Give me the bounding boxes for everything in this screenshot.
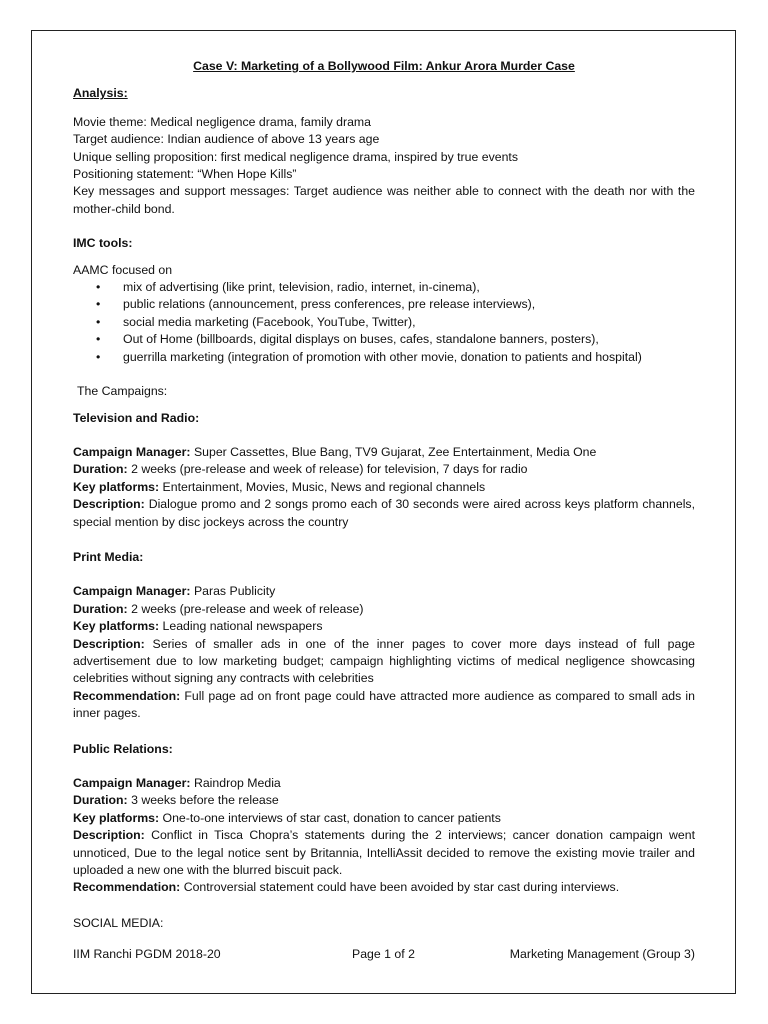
tv-radio-manager bbox=[73, 444, 695, 461]
field-value: One-to-one interviews of star cast, donation to cancer patients bbox=[162, 810, 501, 825]
tv-radio-description bbox=[73, 496, 695, 531]
footer-institution: IIM Ranchi PGDM 2018-20 bbox=[73, 947, 221, 961]
list-item: • guerrilla marketing (integration of promotion with other movie, donation to patients and hospital) bbox=[73, 349, 695, 366]
field-label: Description: bbox=[73, 636, 145, 651]
imc-tools-list bbox=[73, 279, 695, 366]
print-section bbox=[73, 583, 695, 722]
footer-page-number: Page 1 of 2 bbox=[352, 947, 415, 961]
print-duration bbox=[73, 601, 695, 618]
analysis-line-usp: Unique selling proposition: first medical negligence drama, inspired by true events bbox=[73, 149, 518, 164]
list-item: • public relations (announcement, press conferences, pre release interviews), bbox=[73, 296, 695, 313]
field-label: Campaign Manager: bbox=[73, 584, 191, 599]
footer-course: Marketing Management (Group 3) bbox=[509, 947, 695, 961]
social-media-heading: SOCIAL MEDIA: bbox=[73, 915, 164, 930]
field-label: Duration: bbox=[73, 601, 128, 616]
field-value: Entertainment, Movies, Music, News and regional channels bbox=[162, 479, 486, 494]
pr-description bbox=[73, 827, 695, 879]
list-item: • mix of advertising (like print, television, radio, internet, in-cinema), bbox=[73, 279, 695, 296]
analysis-line-key-messages: Key messages and support messages: Target audience was neither able to connect with the death nor with the mother-child bond. bbox=[73, 184, 695, 216]
field-label: Duration: bbox=[73, 793, 128, 808]
print-platforms bbox=[73, 618, 695, 635]
tv-radio-section bbox=[73, 444, 695, 531]
document-body bbox=[73, 58, 695, 932]
imc-intro: AAMC focused on bbox=[73, 262, 173, 277]
analysis-section bbox=[73, 114, 695, 218]
field-label: Recommendation: bbox=[73, 688, 181, 703]
field-label: Campaign Manager: bbox=[73, 776, 191, 790]
field-value: Dialogue promo and 2 songs promo each of 30 seconds were aired across keys platform channels, special mention by disc jockeys across the country bbox=[73, 497, 695, 529]
field-value: Super Cassettes, Blue Bang, TV9 Gujarat, Zee Entertainment, Media One bbox=[193, 444, 597, 459]
document-title: Case V: Marketing of a Bollywood Film: Ankur Arora Murder Case bbox=[193, 59, 575, 73]
imc-heading: IMC tools: bbox=[73, 236, 133, 251]
field-label: Recommendation: bbox=[73, 880, 181, 895]
field-label: Key platforms: bbox=[73, 619, 160, 634]
field-value: 2 weeks (pre-release and week of release) bbox=[131, 601, 364, 616]
field-label: Key platforms: bbox=[73, 479, 160, 494]
print-recommendation bbox=[73, 688, 695, 723]
pr-section bbox=[73, 775, 695, 897]
field-value: Leading national newspapers bbox=[162, 619, 323, 634]
field-value: Paras Publicity bbox=[193, 584, 276, 599]
field-label: Key platforms: bbox=[73, 810, 160, 825]
pr-manager bbox=[73, 775, 695, 792]
tv-radio-heading: Television and Radio: bbox=[73, 410, 200, 425]
campaigns-heading: The Campaigns: bbox=[77, 384, 168, 399]
print-description bbox=[73, 636, 695, 688]
print-heading: Print Media: bbox=[73, 549, 144, 564]
print-manager bbox=[73, 583, 695, 600]
pr-platforms bbox=[73, 810, 695, 827]
pr-recommendation bbox=[73, 879, 695, 896]
field-label: Description: bbox=[73, 497, 145, 512]
field-value: Conflict in Tisca Chopra’s statements during the 2 interviews; cancer donation campaign went unnoticed, Due to the legal notice sent by Britannia, IntelliAssit decided to remove the existing movie trailer and uploaded a new one with the blurred biscuit pack. bbox=[73, 828, 695, 878]
analysis-line-theme: Movie theme: Medical negligence drama, family drama bbox=[73, 114, 371, 129]
field-label: Duration: bbox=[73, 462, 128, 477]
field-value: Controversial statement could have been avoided by star cast during interviews. bbox=[183, 880, 620, 895]
list-item: • social media marketing (Facebook, YouTube, Twitter), bbox=[73, 314, 695, 331]
field-label: Description: bbox=[73, 828, 145, 843]
analysis-heading: Analysis: bbox=[73, 86, 128, 101]
analysis-line-audience: Target audience: Indian audience of above 13 years age bbox=[73, 132, 380, 147]
field-value: Full page ad on front page could have attracted more audience as compared to small ads in inner pages. bbox=[73, 688, 695, 721]
field-label: Campaign Manager: bbox=[73, 444, 191, 459]
tv-radio-platforms bbox=[73, 479, 695, 496]
field-value: Raindrop Media bbox=[193, 776, 281, 790]
pr-duration bbox=[73, 792, 695, 809]
field-value: Series of smaller ads in one of the inner pages to cover more days instead of full page advertisement due to low marketing budget; campaign highlighting victims of medical negligence showcasing celebrities without signing any contracts with celebrities bbox=[73, 636, 696, 686]
analysis-line-positioning: Positioning statement: “When Hope Kills” bbox=[73, 167, 297, 182]
field-value: 3 weeks before the release bbox=[131, 793, 279, 808]
field-value: 2 weeks (pre-release and week of release) for television, 7 days for radio bbox=[131, 462, 528, 477]
pr-heading: Public Relations: bbox=[73, 741, 173, 756]
page-footer bbox=[73, 947, 695, 961]
tv-radio-duration bbox=[73, 461, 695, 478]
list-item: • Out of Home (billboards, digital displays on buses, cafes, standalone banners, posters), bbox=[73, 331, 695, 348]
